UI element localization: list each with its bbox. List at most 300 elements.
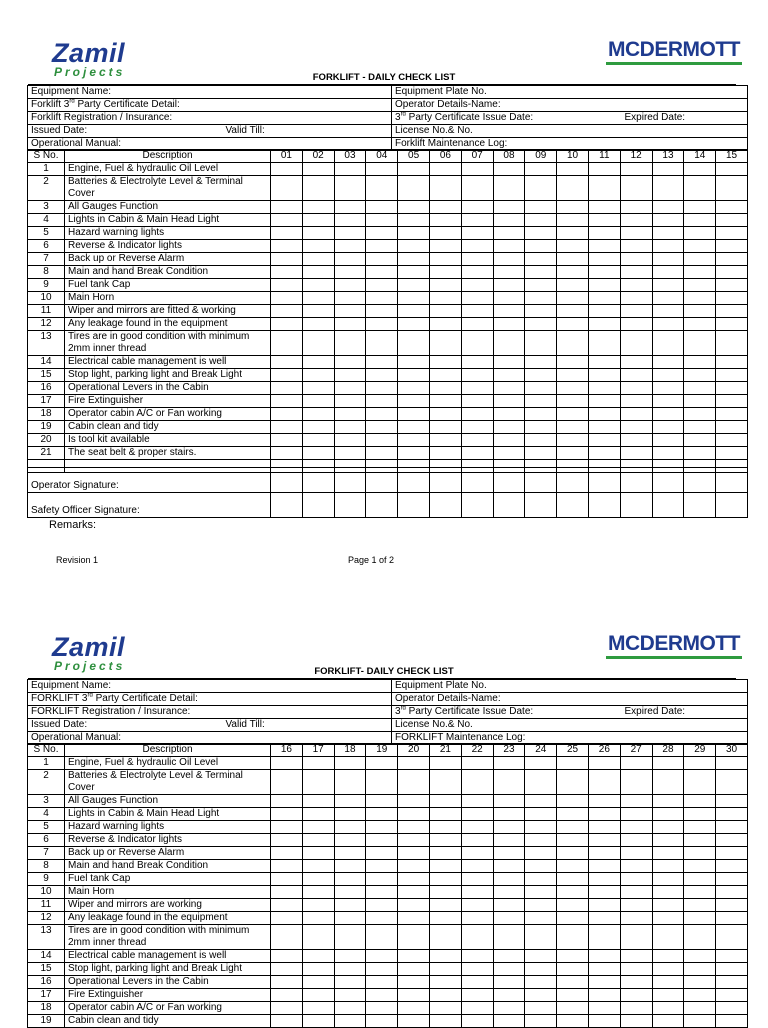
check-cell[interactable] bbox=[334, 950, 366, 963]
check-cell[interactable] bbox=[684, 886, 716, 899]
check-cell[interactable] bbox=[493, 950, 525, 963]
check-cell[interactable] bbox=[334, 279, 366, 292]
check-cell[interactable] bbox=[716, 795, 748, 808]
check-cell[interactable] bbox=[493, 279, 525, 292]
check-cell[interactable] bbox=[620, 408, 652, 421]
check-cell[interactable] bbox=[366, 318, 398, 331]
signature-cell[interactable] bbox=[620, 493, 652, 518]
check-cell[interactable] bbox=[557, 821, 589, 834]
check-cell[interactable] bbox=[652, 886, 684, 899]
check-cell[interactable] bbox=[334, 201, 366, 214]
check-cell[interactable] bbox=[620, 757, 652, 770]
check-cell[interactable] bbox=[302, 757, 334, 770]
check-cell[interactable] bbox=[557, 292, 589, 305]
check-cell[interactable] bbox=[366, 279, 398, 292]
check-cell[interactable] bbox=[716, 176, 748, 201]
check-cell[interactable] bbox=[525, 847, 557, 860]
check-cell[interactable] bbox=[716, 318, 748, 331]
check-cell[interactable] bbox=[271, 925, 303, 950]
check-cell[interactable] bbox=[684, 421, 716, 434]
check-cell[interactable] bbox=[461, 808, 493, 821]
check-cell[interactable] bbox=[398, 808, 430, 821]
check-cell[interactable] bbox=[716, 1002, 748, 1015]
check-cell[interactable] bbox=[525, 227, 557, 240]
check-cell[interactable] bbox=[429, 886, 461, 899]
signature-cell[interactable] bbox=[525, 493, 557, 518]
check-cell[interactable] bbox=[652, 795, 684, 808]
check-cell[interactable] bbox=[271, 886, 303, 899]
check-cell[interactable] bbox=[652, 176, 684, 201]
check-cell[interactable] bbox=[429, 163, 461, 176]
check-cell[interactable] bbox=[716, 382, 748, 395]
check-cell[interactable] bbox=[620, 434, 652, 447]
check-cell[interactable] bbox=[429, 176, 461, 201]
check-cell[interactable] bbox=[429, 227, 461, 240]
check-cell[interactable] bbox=[398, 1002, 430, 1015]
signature-cell[interactable] bbox=[302, 468, 334, 493]
check-cell[interactable] bbox=[302, 382, 334, 395]
check-cell[interactable] bbox=[302, 227, 334, 240]
check-cell[interactable] bbox=[271, 434, 303, 447]
check-cell[interactable] bbox=[398, 757, 430, 770]
check-cell[interactable] bbox=[334, 395, 366, 408]
check-cell[interactable] bbox=[398, 963, 430, 976]
check-cell[interactable] bbox=[588, 331, 620, 356]
check-cell[interactable] bbox=[334, 214, 366, 227]
check-cell[interactable] bbox=[493, 395, 525, 408]
check-cell[interactable] bbox=[461, 253, 493, 266]
check-cell[interactable] bbox=[588, 757, 620, 770]
check-cell[interactable] bbox=[557, 976, 589, 989]
check-cell[interactable] bbox=[620, 860, 652, 873]
check-cell[interactable] bbox=[525, 163, 557, 176]
check-cell[interactable] bbox=[620, 847, 652, 860]
check-cell[interactable] bbox=[429, 834, 461, 847]
signature-cell[interactable] bbox=[588, 493, 620, 518]
check-cell[interactable] bbox=[302, 1002, 334, 1015]
check-cell[interactable] bbox=[684, 279, 716, 292]
check-cell[interactable] bbox=[366, 795, 398, 808]
check-cell[interactable] bbox=[429, 279, 461, 292]
check-cell[interactable] bbox=[716, 434, 748, 447]
check-cell[interactable] bbox=[557, 369, 589, 382]
check-cell[interactable] bbox=[271, 176, 303, 201]
check-cell[interactable] bbox=[588, 214, 620, 227]
check-cell[interactable] bbox=[493, 963, 525, 976]
check-cell[interactable] bbox=[620, 163, 652, 176]
check-cell[interactable] bbox=[271, 989, 303, 1002]
check-cell[interactable] bbox=[271, 382, 303, 395]
check-cell[interactable] bbox=[493, 834, 525, 847]
check-cell[interactable] bbox=[302, 266, 334, 279]
check-cell[interactable] bbox=[652, 408, 684, 421]
check-cell[interactable] bbox=[557, 176, 589, 201]
check-cell[interactable] bbox=[588, 873, 620, 886]
check-cell[interactable] bbox=[493, 808, 525, 821]
check-cell[interactable] bbox=[429, 795, 461, 808]
check-cell[interactable] bbox=[684, 795, 716, 808]
check-cell[interactable] bbox=[620, 382, 652, 395]
check-cell[interactable] bbox=[334, 1015, 366, 1028]
check-cell[interactable] bbox=[620, 331, 652, 356]
check-cell[interactable] bbox=[271, 757, 303, 770]
check-cell[interactable] bbox=[493, 447, 525, 460]
check-cell[interactable] bbox=[429, 214, 461, 227]
check-cell[interactable] bbox=[588, 963, 620, 976]
check-cell[interactable] bbox=[525, 886, 557, 899]
check-cell[interactable] bbox=[588, 770, 620, 795]
check-cell[interactable] bbox=[620, 201, 652, 214]
check-cell[interactable] bbox=[271, 808, 303, 821]
check-cell[interactable] bbox=[271, 214, 303, 227]
check-cell[interactable] bbox=[525, 873, 557, 886]
check-cell[interactable] bbox=[429, 395, 461, 408]
check-cell[interactable] bbox=[366, 176, 398, 201]
check-cell[interactable] bbox=[493, 976, 525, 989]
signature-cell[interactable] bbox=[398, 493, 430, 518]
check-cell[interactable] bbox=[525, 770, 557, 795]
signature-cell[interactable] bbox=[493, 468, 525, 493]
check-cell[interactable] bbox=[271, 331, 303, 356]
check-cell[interactable] bbox=[652, 757, 684, 770]
check-cell[interactable] bbox=[429, 408, 461, 421]
signature-cell[interactable] bbox=[461, 493, 493, 518]
check-cell[interactable] bbox=[652, 447, 684, 460]
check-cell[interactable] bbox=[684, 1015, 716, 1028]
check-cell[interactable] bbox=[716, 253, 748, 266]
check-cell[interactable] bbox=[684, 834, 716, 847]
check-cell[interactable] bbox=[334, 821, 366, 834]
check-cell[interactable] bbox=[557, 266, 589, 279]
check-cell[interactable] bbox=[684, 447, 716, 460]
check-cell[interactable] bbox=[716, 369, 748, 382]
check-cell[interactable] bbox=[557, 757, 589, 770]
check-cell[interactable] bbox=[525, 279, 557, 292]
check-cell[interactable] bbox=[557, 163, 589, 176]
check-cell[interactable] bbox=[684, 912, 716, 925]
check-cell[interactable] bbox=[366, 214, 398, 227]
check-cell[interactable] bbox=[620, 214, 652, 227]
check-cell[interactable] bbox=[461, 821, 493, 834]
check-cell[interactable] bbox=[588, 201, 620, 214]
check-cell[interactable] bbox=[334, 356, 366, 369]
check-cell[interactable] bbox=[716, 757, 748, 770]
check-cell[interactable] bbox=[493, 292, 525, 305]
check-cell[interactable] bbox=[588, 821, 620, 834]
check-cell[interactable] bbox=[302, 847, 334, 860]
check-cell[interactable] bbox=[716, 279, 748, 292]
check-cell[interactable] bbox=[334, 770, 366, 795]
check-cell[interactable] bbox=[493, 421, 525, 434]
check-cell[interactable] bbox=[398, 214, 430, 227]
check-cell[interactable] bbox=[620, 395, 652, 408]
check-cell[interactable] bbox=[588, 163, 620, 176]
check-cell[interactable] bbox=[429, 808, 461, 821]
check-cell[interactable] bbox=[557, 318, 589, 331]
check-cell[interactable] bbox=[684, 847, 716, 860]
check-cell[interactable] bbox=[334, 757, 366, 770]
check-cell[interactable] bbox=[366, 834, 398, 847]
check-cell[interactable] bbox=[429, 963, 461, 976]
check-cell[interactable] bbox=[620, 834, 652, 847]
check-cell[interactable] bbox=[652, 899, 684, 912]
check-cell[interactable] bbox=[557, 808, 589, 821]
check-cell[interactable] bbox=[461, 770, 493, 795]
check-cell[interactable] bbox=[334, 227, 366, 240]
check-cell[interactable] bbox=[398, 860, 430, 873]
check-cell[interactable] bbox=[302, 279, 334, 292]
check-cell[interactable] bbox=[302, 925, 334, 950]
check-cell[interactable] bbox=[620, 253, 652, 266]
check-cell[interactable] bbox=[461, 227, 493, 240]
check-cell[interactable] bbox=[461, 925, 493, 950]
check-cell[interactable] bbox=[271, 356, 303, 369]
check-cell[interactable] bbox=[525, 912, 557, 925]
check-cell[interactable] bbox=[334, 447, 366, 460]
check-cell[interactable] bbox=[652, 279, 684, 292]
check-cell[interactable] bbox=[302, 395, 334, 408]
check-cell[interactable] bbox=[588, 1015, 620, 1028]
check-cell[interactable] bbox=[620, 176, 652, 201]
signature-cell[interactable] bbox=[398, 468, 430, 493]
check-cell[interactable] bbox=[588, 240, 620, 253]
check-cell[interactable] bbox=[334, 382, 366, 395]
check-cell[interactable] bbox=[620, 1002, 652, 1015]
check-cell[interactable] bbox=[588, 795, 620, 808]
check-cell[interactable] bbox=[588, 279, 620, 292]
check-cell[interactable] bbox=[493, 331, 525, 356]
check-cell[interactable] bbox=[334, 253, 366, 266]
check-cell[interactable] bbox=[366, 847, 398, 860]
check-cell[interactable] bbox=[525, 395, 557, 408]
check-cell[interactable] bbox=[334, 976, 366, 989]
check-cell[interactable] bbox=[684, 369, 716, 382]
check-cell[interactable] bbox=[557, 201, 589, 214]
check-cell[interactable] bbox=[429, 1015, 461, 1028]
check-cell[interactable] bbox=[461, 318, 493, 331]
check-cell[interactable] bbox=[525, 356, 557, 369]
check-cell[interactable] bbox=[716, 834, 748, 847]
check-cell[interactable] bbox=[620, 795, 652, 808]
check-cell[interactable] bbox=[525, 331, 557, 356]
check-cell[interactable] bbox=[493, 899, 525, 912]
check-cell[interactable] bbox=[588, 925, 620, 950]
check-cell[interactable] bbox=[429, 434, 461, 447]
check-cell[interactable] bbox=[302, 201, 334, 214]
check-cell[interactable] bbox=[461, 1002, 493, 1015]
check-cell[interactable] bbox=[366, 757, 398, 770]
check-cell[interactable] bbox=[652, 266, 684, 279]
check-cell[interactable] bbox=[652, 318, 684, 331]
check-cell[interactable] bbox=[557, 847, 589, 860]
check-cell[interactable] bbox=[588, 382, 620, 395]
check-cell[interactable] bbox=[366, 227, 398, 240]
check-cell[interactable] bbox=[461, 356, 493, 369]
check-cell[interactable] bbox=[271, 770, 303, 795]
check-cell[interactable] bbox=[557, 795, 589, 808]
check-cell[interactable] bbox=[334, 834, 366, 847]
check-cell[interactable] bbox=[366, 976, 398, 989]
check-cell[interactable] bbox=[493, 434, 525, 447]
check-cell[interactable] bbox=[366, 808, 398, 821]
check-cell[interactable] bbox=[334, 163, 366, 176]
check-cell[interactable] bbox=[398, 925, 430, 950]
signature-cell[interactable] bbox=[716, 493, 748, 518]
check-cell[interactable] bbox=[302, 176, 334, 201]
check-cell[interactable] bbox=[398, 201, 430, 214]
check-cell[interactable] bbox=[366, 963, 398, 976]
check-cell[interactable] bbox=[302, 356, 334, 369]
check-cell[interactable] bbox=[366, 292, 398, 305]
check-cell[interactable] bbox=[461, 834, 493, 847]
check-cell[interactable] bbox=[429, 331, 461, 356]
check-cell[interactable] bbox=[493, 770, 525, 795]
check-cell[interactable] bbox=[652, 305, 684, 318]
check-cell[interactable] bbox=[366, 421, 398, 434]
check-cell[interactable] bbox=[716, 292, 748, 305]
check-cell[interactable] bbox=[588, 976, 620, 989]
check-cell[interactable] bbox=[271, 395, 303, 408]
check-cell[interactable] bbox=[334, 240, 366, 253]
check-cell[interactable] bbox=[716, 770, 748, 795]
check-cell[interactable] bbox=[398, 382, 430, 395]
check-cell[interactable] bbox=[334, 1002, 366, 1015]
check-cell[interactable] bbox=[493, 214, 525, 227]
check-cell[interactable] bbox=[366, 240, 398, 253]
check-cell[interactable] bbox=[620, 227, 652, 240]
check-cell[interactable] bbox=[461, 421, 493, 434]
check-cell[interactable] bbox=[557, 356, 589, 369]
check-cell[interactable] bbox=[620, 770, 652, 795]
check-cell[interactable] bbox=[652, 356, 684, 369]
check-cell[interactable] bbox=[557, 421, 589, 434]
check-cell[interactable] bbox=[620, 976, 652, 989]
check-cell[interactable] bbox=[429, 950, 461, 963]
check-cell[interactable] bbox=[525, 214, 557, 227]
check-cell[interactable] bbox=[525, 266, 557, 279]
check-cell[interactable] bbox=[716, 976, 748, 989]
check-cell[interactable] bbox=[302, 408, 334, 421]
check-cell[interactable] bbox=[557, 1015, 589, 1028]
check-cell[interactable] bbox=[684, 989, 716, 1002]
check-cell[interactable] bbox=[429, 847, 461, 860]
check-cell[interactable] bbox=[461, 408, 493, 421]
check-cell[interactable] bbox=[334, 912, 366, 925]
check-cell[interactable] bbox=[461, 847, 493, 860]
check-cell[interactable] bbox=[652, 201, 684, 214]
check-cell[interactable] bbox=[302, 253, 334, 266]
check-cell[interactable] bbox=[716, 963, 748, 976]
check-cell[interactable] bbox=[557, 279, 589, 292]
check-cell[interactable] bbox=[271, 421, 303, 434]
check-cell[interactable] bbox=[525, 434, 557, 447]
check-cell[interactable] bbox=[716, 1015, 748, 1028]
check-cell[interactable] bbox=[302, 770, 334, 795]
check-cell[interactable] bbox=[588, 408, 620, 421]
check-cell[interactable] bbox=[302, 808, 334, 821]
check-cell[interactable] bbox=[461, 447, 493, 460]
check-cell[interactable] bbox=[652, 331, 684, 356]
check-cell[interactable] bbox=[271, 976, 303, 989]
check-cell[interactable] bbox=[652, 240, 684, 253]
check-cell[interactable] bbox=[716, 950, 748, 963]
check-cell[interactable] bbox=[620, 266, 652, 279]
check-cell[interactable] bbox=[366, 408, 398, 421]
check-cell[interactable] bbox=[620, 925, 652, 950]
check-cell[interactable] bbox=[271, 266, 303, 279]
signature-cell[interactable] bbox=[493, 493, 525, 518]
check-cell[interactable] bbox=[271, 1002, 303, 1015]
check-cell[interactable] bbox=[652, 382, 684, 395]
check-cell[interactable] bbox=[461, 976, 493, 989]
check-cell[interactable] bbox=[493, 305, 525, 318]
check-cell[interactable] bbox=[334, 847, 366, 860]
check-cell[interactable] bbox=[557, 860, 589, 873]
check-cell[interactable] bbox=[366, 331, 398, 356]
check-cell[interactable] bbox=[334, 963, 366, 976]
check-cell[interactable] bbox=[557, 770, 589, 795]
check-cell[interactable] bbox=[620, 421, 652, 434]
check-cell[interactable] bbox=[684, 408, 716, 421]
check-cell[interactable] bbox=[429, 1002, 461, 1015]
check-cell[interactable] bbox=[588, 266, 620, 279]
check-cell[interactable] bbox=[716, 266, 748, 279]
check-cell[interactable] bbox=[302, 369, 334, 382]
check-cell[interactable] bbox=[302, 989, 334, 1002]
check-cell[interactable] bbox=[716, 886, 748, 899]
check-cell[interactable] bbox=[334, 292, 366, 305]
check-cell[interactable] bbox=[557, 912, 589, 925]
check-cell[interactable] bbox=[525, 989, 557, 1002]
check-cell[interactable] bbox=[429, 369, 461, 382]
check-cell[interactable] bbox=[366, 860, 398, 873]
check-cell[interactable] bbox=[716, 447, 748, 460]
check-cell[interactable] bbox=[684, 434, 716, 447]
check-cell[interactable] bbox=[620, 886, 652, 899]
check-cell[interactable] bbox=[366, 369, 398, 382]
check-cell[interactable] bbox=[461, 899, 493, 912]
check-cell[interactable] bbox=[716, 847, 748, 860]
check-cell[interactable] bbox=[493, 821, 525, 834]
check-cell[interactable] bbox=[429, 925, 461, 950]
check-cell[interactable] bbox=[461, 886, 493, 899]
check-cell[interactable] bbox=[684, 356, 716, 369]
check-cell[interactable] bbox=[557, 447, 589, 460]
check-cell[interactable] bbox=[429, 757, 461, 770]
check-cell[interactable] bbox=[271, 292, 303, 305]
check-cell[interactable] bbox=[716, 821, 748, 834]
signature-cell[interactable] bbox=[525, 468, 557, 493]
check-cell[interactable] bbox=[684, 899, 716, 912]
check-cell[interactable] bbox=[302, 1015, 334, 1028]
check-cell[interactable] bbox=[588, 318, 620, 331]
check-cell[interactable] bbox=[461, 1015, 493, 1028]
check-cell[interactable] bbox=[525, 382, 557, 395]
check-cell[interactable] bbox=[716, 925, 748, 950]
check-cell[interactable] bbox=[684, 963, 716, 976]
signature-cell[interactable] bbox=[684, 493, 716, 518]
check-cell[interactable] bbox=[620, 447, 652, 460]
check-cell[interactable] bbox=[588, 305, 620, 318]
check-cell[interactable] bbox=[271, 305, 303, 318]
check-cell[interactable] bbox=[366, 305, 398, 318]
check-cell[interactable] bbox=[525, 240, 557, 253]
check-cell[interactable] bbox=[461, 176, 493, 201]
check-cell[interactable] bbox=[716, 395, 748, 408]
check-cell[interactable] bbox=[557, 395, 589, 408]
check-cell[interactable] bbox=[461, 382, 493, 395]
check-cell[interactable] bbox=[271, 795, 303, 808]
